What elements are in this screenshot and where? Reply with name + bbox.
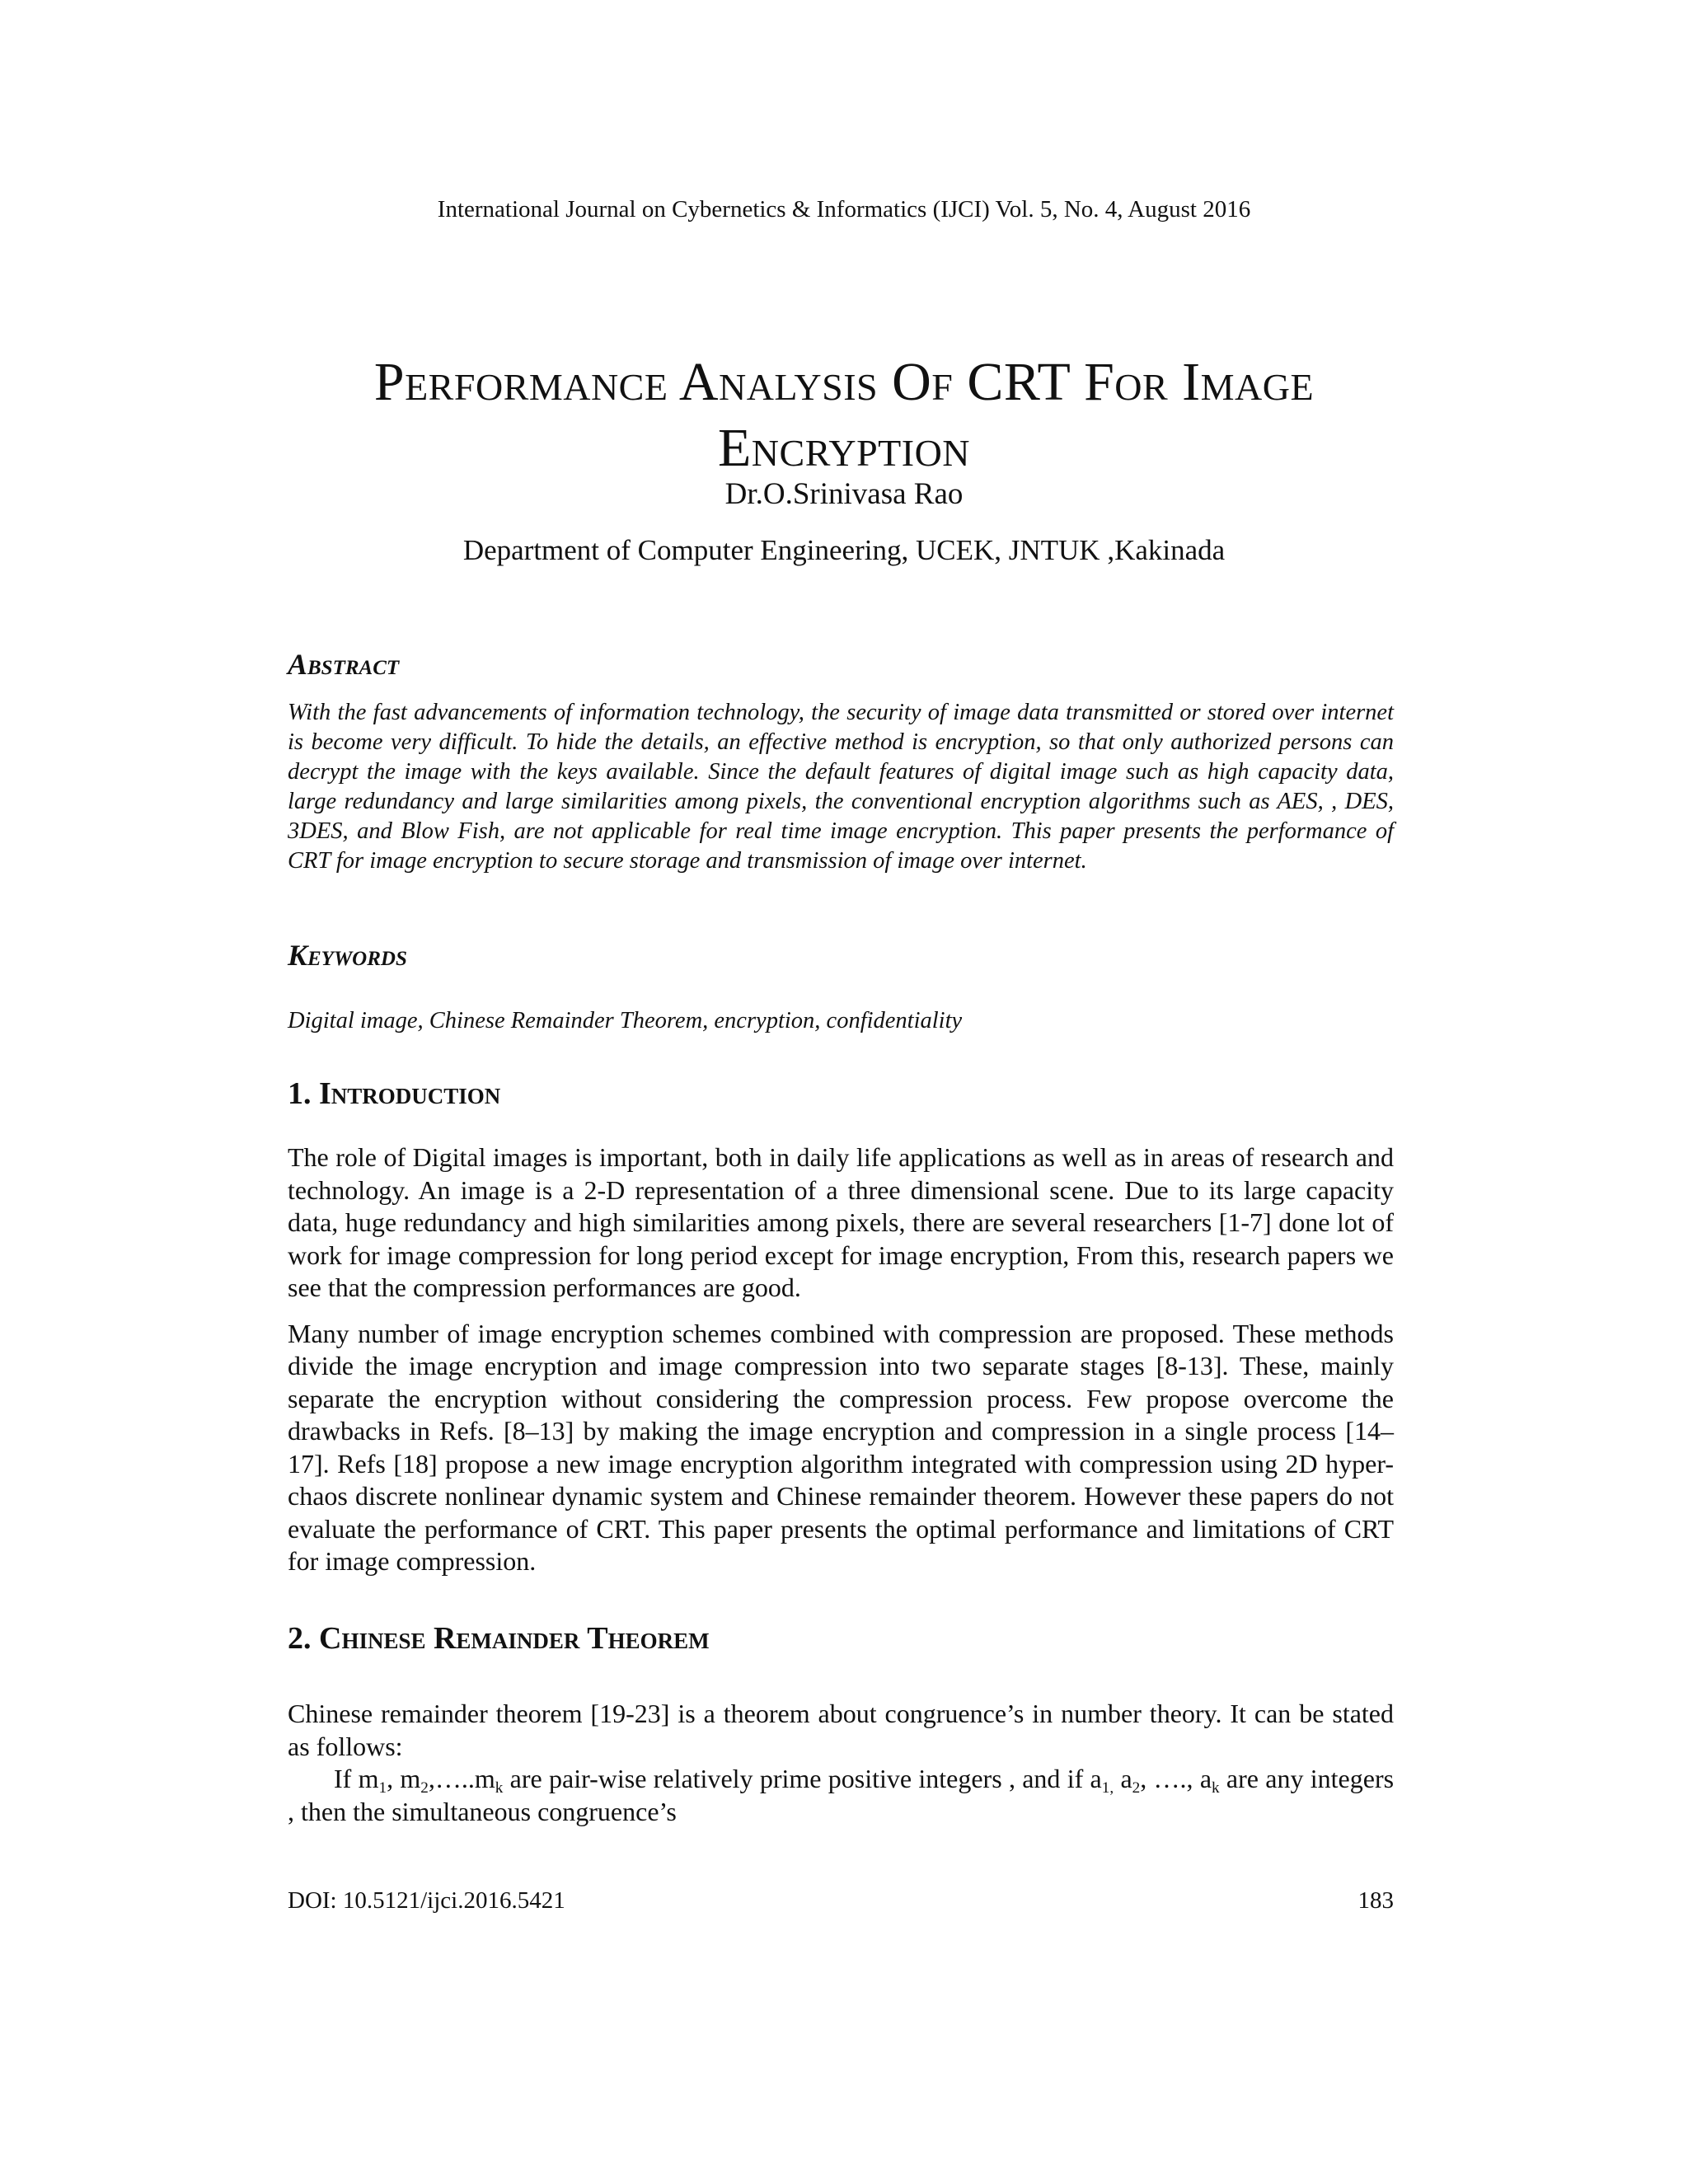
introduction-body (288, 1141, 1394, 1578)
abstract-body (288, 698, 1394, 876)
intro-paragraph-2: Many number of image encryption schemes combined with compression are proposed. These methods divide the image encryption and image compression into two separate stages [8-13]. These, mainly separate the encryption without considering the compression process. Few propose overcome the drawbacks in Refs. [8–13] by making the image encryption and compression in a single process [14–17]. Refs [18] propose a new image encryption algorithm integrated with compression using 2D hyper-chaos discrete nonlinear dynamic system and Chinese remainder theorem. However these papers do not evaluate the performance of CRT. This paper presents the optimal performance and limitations of CRT for image compression. (288, 1318, 1394, 1576)
page-number: 183 (1357, 1887, 1394, 1914)
crt-body (288, 1698, 1394, 1828)
running-head: International Journal on Cybernetics & Informatics (IJCI) Vol. 5, No. 4, August 2016 (437, 196, 1251, 223)
keywords-body (288, 1008, 1394, 1034)
keywords-heading: Keywords (288, 939, 407, 972)
author-name: Dr.O.Srinivasa Rao (724, 477, 964, 511)
doi-footer: DOI: 10.5121/ijci.2016.5421 (288, 1887, 565, 1914)
abstract-section (288, 647, 1394, 682)
crt-section (288, 1620, 1394, 1657)
keywords-text: Digital image, Chinese Remainder Theorem, encryption, confidentiality (288, 1008, 963, 1033)
crt-paragraph-2: If $m_1$, $m_2,\dots..m_k$ are pair-wise relatively prime positive integers , and if $a_{1,}$ $a_2$, …., $a_k$ are any integers , then the simultaneous congruence’s (288, 1764, 1395, 1826)
paper-title: Performance Analysis Of CRT For Image Encryption (373, 352, 1315, 479)
introduction-section (288, 1076, 1394, 1112)
abstract-text: With the fast advancements of information technology, the security of image data transmitted or stored over internet is become very difficult. To hide the details, an effective method is encryption, so that only authorized persons can decrypt the image with the keys available. Since the default features of digital image such as high capacity data, large redundancy and large similarities among pixels, the conventional encryption algorithms such as AES, , DES, 3DES, and Blow Fish, are not applicable for real time image encryption. This paper presents the performance of CRT for image encryption to secure storage and transmission of image over internet. (288, 700, 1394, 874)
intro-paragraph-1: The role of Digital images is important, both in daily life applications as well as in areas of research and technology. An image is a 2-D representation of a three dimensional scene. Due to its large capacity data, huge redundancy and high similarities among pixels, there are several researchers [1-7] done lot of work for image compression for long period except for image encryption, From this, research papers we see that the compression performances are good. (288, 1142, 1394, 1302)
author-affiliation: Department of Computer Engineering, UCEK, JNTUK ,Kakinada (462, 534, 1226, 566)
crt-heading: 2. Chinese Remainder Theorem (288, 1621, 710, 1656)
crt-paragraph-1: Chinese remainder theorem [19-23] is a theorem about congruence’s in number theory. It can be stated as follows: (288, 1699, 1394, 1761)
abstract-heading: Abstract (288, 648, 400, 681)
keywords-section (288, 938, 1394, 972)
introduction-heading: 1. Introduction (288, 1076, 501, 1111)
